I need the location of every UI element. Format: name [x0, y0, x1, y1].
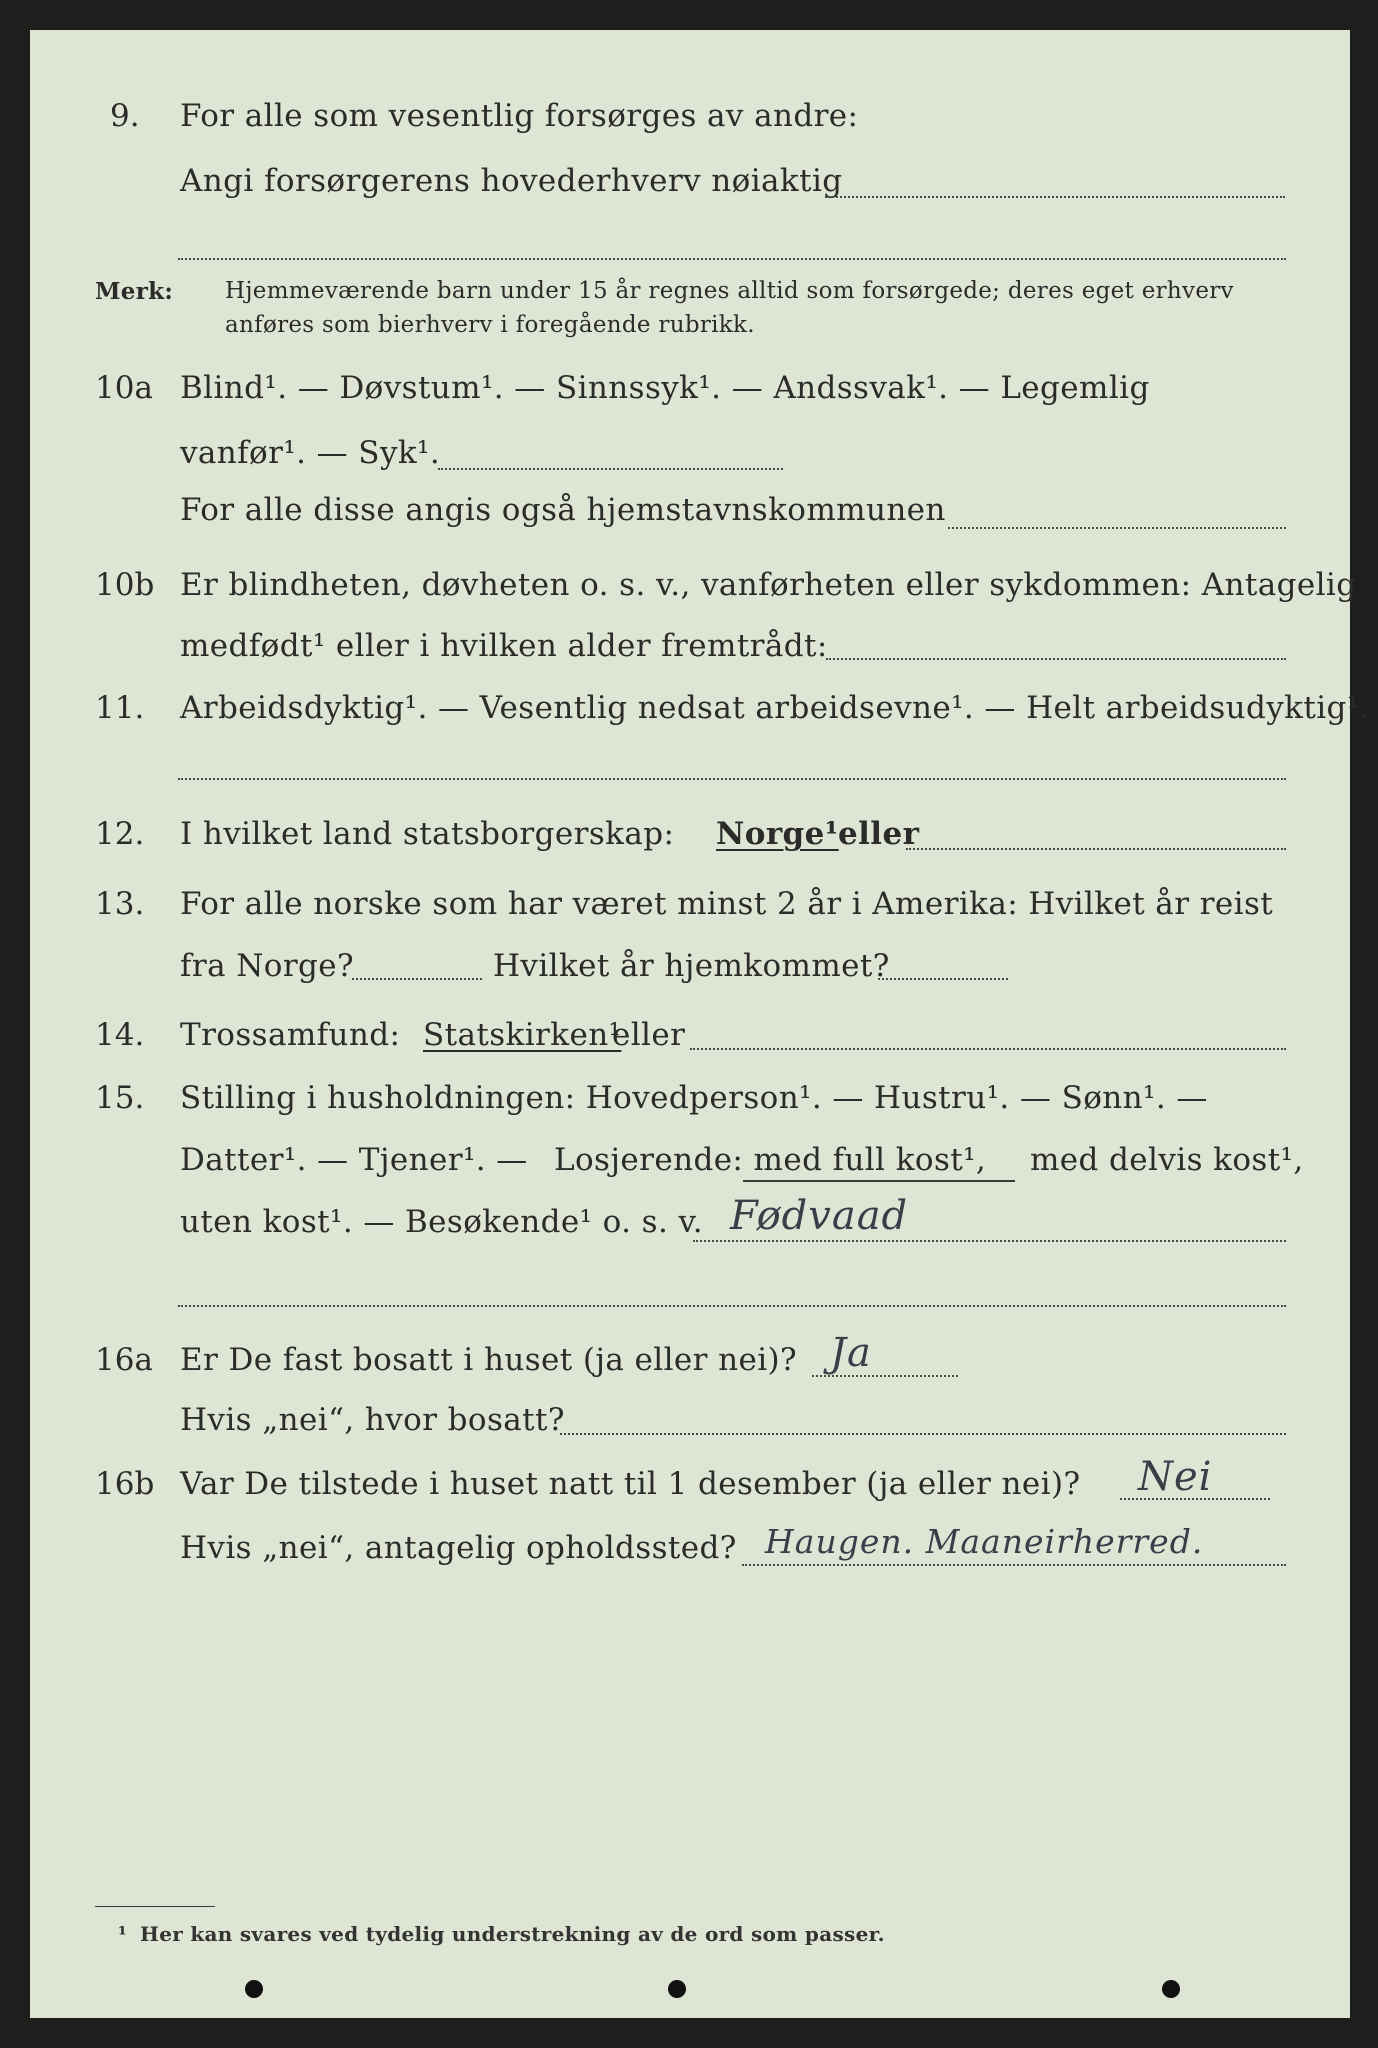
q15-line2c: med delvis kost¹,	[1030, 1142, 1304, 1178]
q15-line2a: Datter¹. — Tjener¹. —	[180, 1142, 528, 1178]
q10a-sick-field[interactable]	[438, 468, 783, 470]
q10a-line3: For alle disse angis også hjemstavnskommunen	[180, 492, 946, 528]
binder-hole-center	[668, 1980, 686, 1998]
q12-number: 12.	[95, 816, 145, 852]
q10a-line2: vanfør¹. — Syk¹.	[180, 435, 441, 471]
q16a-number: 16a	[95, 1342, 153, 1378]
merk-line2: anføres som bierhverv i foregående rubrikk.	[225, 312, 755, 338]
q10b-line2: medfødt¹ eller i hvilken alder fremtrådt:	[180, 628, 828, 664]
q10b-line1: Er blindheten, døvheten o. s. v., vanførheten eller sykdommen: Antagelig	[180, 567, 1357, 603]
q10a-number: 10a	[95, 370, 153, 406]
q13-line2b: Hvilket år hjemkommet?	[493, 948, 890, 984]
q16b-line1: Var De tilstede i huset natt til 1 desember (ja eller nei)?	[180, 1466, 1081, 1502]
q11-number: 11.	[95, 690, 145, 726]
merk-line1: Hjemmeværende barn under 15 år regnes alltid som forsørgede; deres eget erhverv	[225, 278, 1234, 304]
q9-answer-field[interactable]	[825, 196, 1285, 198]
q15-lodger-full-board: Losjerende: med full kost¹,	[554, 1142, 987, 1178]
q13-number: 13.	[95, 886, 145, 922]
q16a-residence-field[interactable]	[560, 1433, 1286, 1435]
q14-or: eller	[612, 1017, 686, 1053]
q11-answer-field[interactable]	[178, 778, 1286, 780]
q9-line2: Angi forsørgerens hovederhverv nøiaktig	[180, 163, 843, 199]
binder-hole-right	[1162, 1980, 1180, 1998]
q15-handwritten-answer: Fødvaad	[730, 1193, 909, 1239]
q9-answer-field-2[interactable]	[178, 258, 1286, 260]
q16b-whereabouts-field[interactable]	[742, 1564, 1286, 1566]
q10b-number: 10b	[95, 567, 155, 603]
q15-number: 15.	[95, 1080, 145, 1116]
q15-line1: Stilling i husholdningen: Hovedperson¹. — Hustru¹. — Sønn¹. —	[180, 1080, 1208, 1116]
q9-line1: For alle som vesentlig forsørges av andre:	[180, 98, 859, 134]
q12-norge-option: Norge¹	[716, 816, 839, 852]
q14-statskirken-option: Statskirken¹	[423, 1017, 622, 1053]
footnote-rule	[95, 1906, 215, 1907]
q12-text: I hvilket land statsborgerskap:	[180, 816, 675, 852]
footnote-text: Her kan svares ved tydelig understrekning av de ord som passer.	[140, 1922, 885, 1946]
q16b-answer-field[interactable]	[1120, 1498, 1270, 1500]
q16a-line2: Hvis „nei“, hvor bosatt?	[180, 1402, 565, 1438]
q13-returned-year-field[interactable]	[878, 978, 1008, 980]
q13-line1: For alle norske som har været minst 2 år i Amerika: Hvilket år reist	[180, 886, 1274, 922]
q16a-handwritten-answer: Ja	[830, 1330, 872, 1376]
binder-hole-left	[245, 1980, 263, 1998]
q16b-number: 16b	[95, 1466, 155, 1502]
footnote-marker: ¹	[118, 1922, 128, 1946]
q15-line3: uten kost¹. — Besøkende¹ o. s. v.	[180, 1204, 703, 1240]
q14-number: 14.	[95, 1017, 145, 1053]
q16b-handwritten-answer-2: Haugen. Maaneirherred.	[765, 1522, 1204, 1561]
q10a-hometown-field[interactable]	[948, 527, 1286, 529]
q10b-answer-field[interactable]	[826, 658, 1286, 660]
q12-answer-field[interactable]	[906, 848, 1286, 850]
q15-answer-field[interactable]	[693, 1240, 1286, 1242]
q16b-handwritten-answer-1: Nei	[1138, 1454, 1213, 1500]
q16a-line1: Er De fast bosatt i huset (ja eller nei)?	[180, 1342, 798, 1378]
q16a-answer-field[interactable]	[812, 1375, 958, 1377]
q13-emigrated-year-field[interactable]	[352, 978, 482, 980]
q9-number: 9.	[110, 98, 140, 134]
q14-answer-field[interactable]	[690, 1048, 1286, 1050]
q12-or: eller	[838, 816, 920, 852]
q14-text: Trossamfund:	[180, 1017, 401, 1053]
q11-line1: Arbeidsdyktig¹. — Vesentlig nedsat arbeidsevne¹. — Helt arbeidsudyktig¹.	[180, 690, 1370, 726]
census-form-page	[30, 30, 1370, 2018]
q15-full-board-underline	[743, 1180, 1015, 1182]
merk-label: Merk:	[95, 278, 174, 305]
q16b-line2: Hvis „nei“, antagelig opholdssted?	[180, 1530, 737, 1566]
q10a-line1: Blind¹. — Døvstum¹. — Sinnssyk¹. — Andssvak¹. — Legemlig	[180, 370, 1150, 406]
q15-answer-field-2[interactable]	[178, 1305, 1286, 1307]
q13-line2a: fra Norge?	[180, 948, 355, 984]
